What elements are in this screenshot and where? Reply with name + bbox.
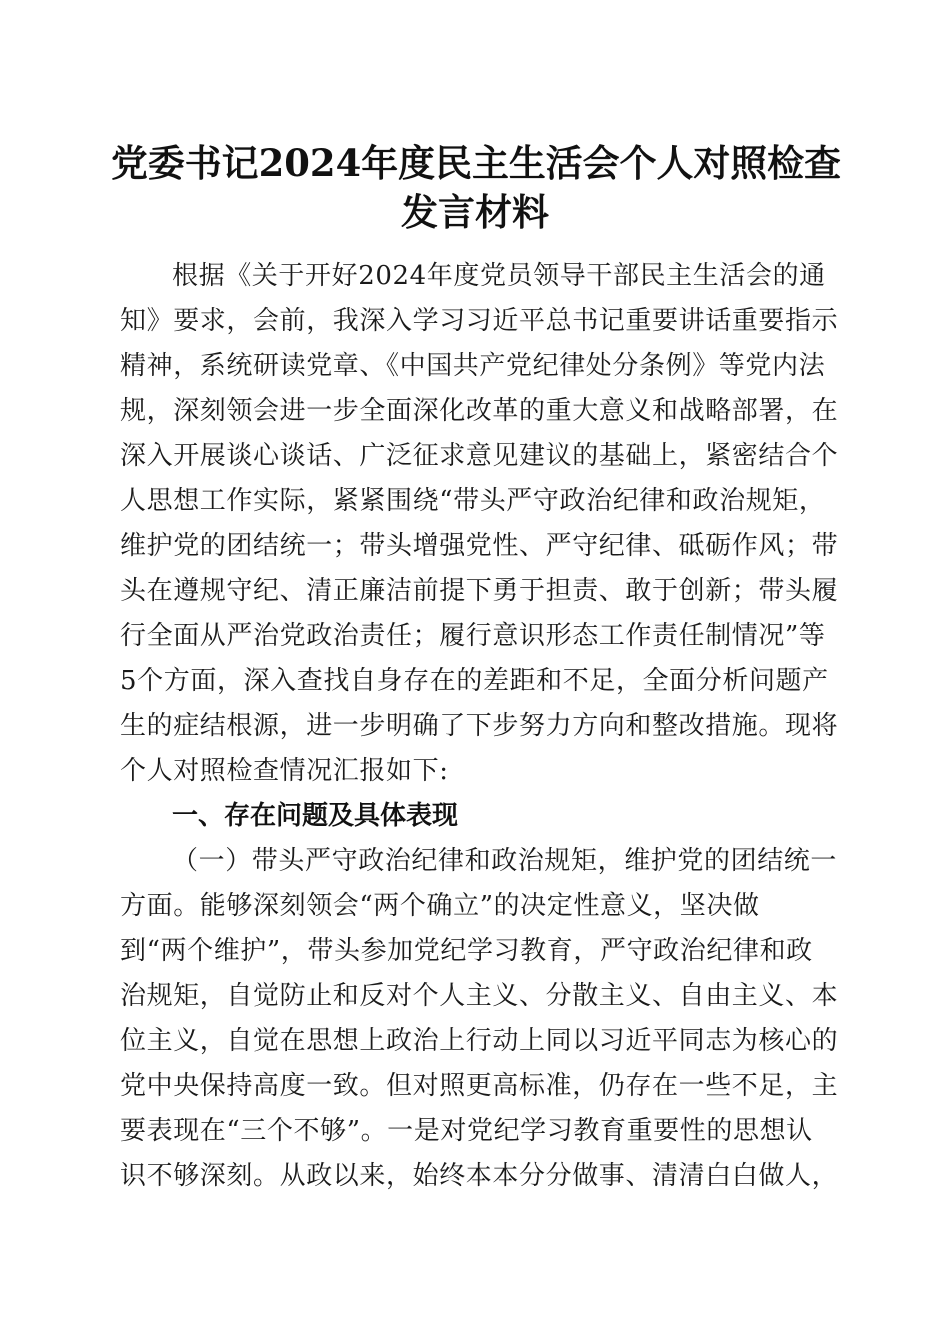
paragraph-line: 生的症结根源，进一步明确了下步努力方向和整改措施。现将: [120, 711, 839, 741]
document-title-line2: 发言材料: [401, 190, 549, 234]
paragraph-line: 维护党的团结统一；带头增强党性、严守纪律、砥砺作风；带: [120, 531, 839, 561]
paragraph-line: 位主义，自觉在思想上政治上行动上同以习近平同志为核心的: [120, 1026, 839, 1056]
paragraph-line: 精神，系统研读党章、《中国共产党纪律处分条例》等党内法: [120, 351, 826, 381]
paragraph-line: 知》要求，会前，我深入学习习近平总书记重要讲话重要指示: [120, 306, 839, 336]
paragraph-line: 个人对照检查情况汇报如下:: [120, 756, 449, 786]
paragraph-line: 根据《关于开好2024年度党员领导干部民主生活会的通: [172, 261, 826, 291]
paragraph-line: 方面。能够深刻领会“两个确立”的决定性意义，坚决做: [120, 891, 760, 921]
paragraph-line: 深入开展谈心谈话、广泛征求意见建议的基础上，紧密结合个: [120, 441, 839, 471]
paragraph-line: 5个方面，深入查找自身存在的差距和不足，全面分析问题产: [120, 666, 829, 696]
paragraph-line: 到“两个维护”，带头参加党纪学习教育，严守政治纪律和政: [120, 936, 813, 966]
paragraph-line: 头在遵规守纪、清正廉洁前提下勇于担责、敢于创新；带头履: [120, 576, 839, 606]
paragraph-line: 人思想工作实际，紧紧围绕“带头严守政治纪律和政治规矩，: [120, 486, 826, 516]
document-title-line1: 党委书记2024年度民主生活会个人对照检查: [110, 141, 841, 185]
section-heading: 一、存在问题及具体表现: [172, 801, 459, 831]
paragraph-line: 识不够深刻。从政以来，始终本本分分做事、清清白白做人，: [120, 1161, 839, 1191]
paragraph-line: 行全面从严治党政治责任；履行意识形态工作责任制情况”等: [120, 621, 826, 651]
paragraph-line: （一）带头严守政治纪律和政治规矩，维护党的团结统一: [172, 846, 838, 876]
paragraph-line: 治规矩，自觉防止和反对个人主义、分散主义、自由主义、本: [120, 981, 839, 1011]
paragraph-line: 要表现在“三个不够”。一是对党纪学习教育重要性的思想认: [120, 1116, 813, 1146]
paragraph-line: 党中央保持高度一致。但对照更高标准，仍存在一些不足，主: [120, 1071, 839, 1101]
paragraph-line: 规，深刻领会进一步全面深化改革的重大意义和战略部署，在: [120, 396, 839, 426]
